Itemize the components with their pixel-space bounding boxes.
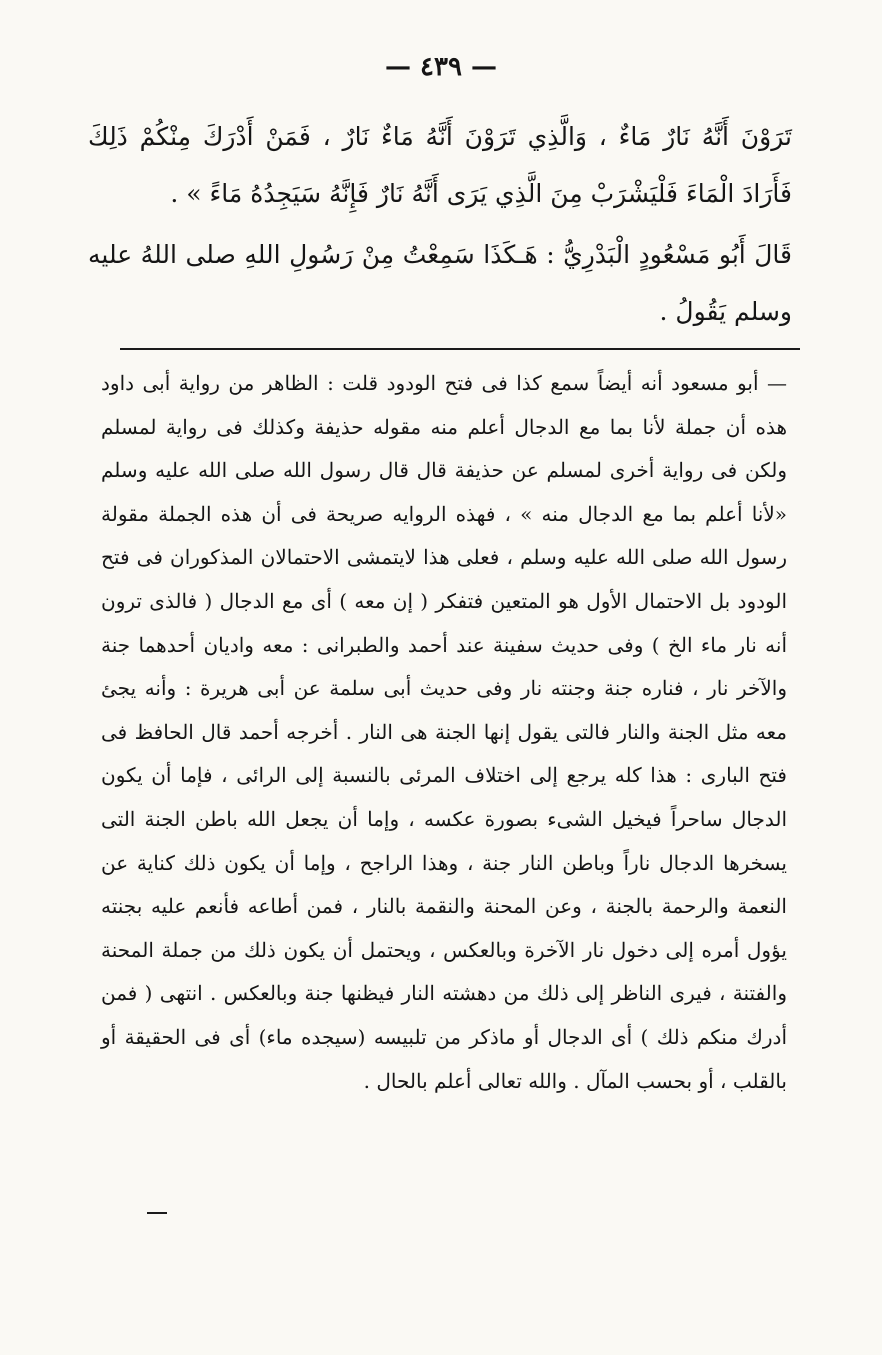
end-dash	[147, 1212, 167, 1214]
hadith-paragraph-1: تَرَوْنَ أَنَّهُ نَارٌ مَاءٌ ، وَالَّذِي تَرَوْنَ أَنَّهُ مَاءٌ نَارٌ ، فَمَنْ أَدْرَكَ مِنْكُمْ ذَلِكَ فَأَرَادَ الْمَاءَ فَلْيَشْرَبْ مِنَ الَّذِي يَرَى أَنَّهُ نَارٌ فَإِنَّهُ سَيَجِدُهُ مَاءً » .	[88, 122, 792, 208]
footnote-separator	[120, 348, 800, 350]
page-number: — ٤٣٩ —	[384, 52, 498, 82]
hadith-text	[88, 108, 792, 340]
hadith-paragraph-2: قَالَ أَبُو مَسْعُودٍ الْبَدْرِيُّ : هَـكَذَا سَمِعْتُ مِنْ رَسُولِ اللهِ صلى اللهُ عليه وسلم يَقُولُ .	[88, 240, 792, 326]
footnote-paragraph: — أبو مسعود أنه أيضاً سمع كذا فى فتح الودود قلت : الظاهر من رواية أبى داود هذه أن جملة لأنا بما مع الدجال أعلم منه مقوله حذيفة وكذلك فى رواية لمسلم ولكن فى رواية أخرى لمسلم عن حذيفة قال قال رسول الله صلى الله عليه وسلم «لأنا أعلم بما مع الدجال منه » ، فهذه الروايه صريحة فى أن هذه الجملة مقولة رسول الله صلى الله عليه وسلم ، فعلى هذا لايتمشى الاحتمالان المذكوران فى فتح الودود بل الاحتمال الأول هو المتعين فتفكر ( إن معه ) أى مع الدجال ( فالذى ترون أنه نار ماء الخ ) وفى حديث سفينة عند أحمد والطبرانى : معه واديان أحدهما جنة والآخر نار ، فناره جنة وجنته نار وفى حديث أبى سلمة عن أبى هريرة : وأنه يجئ معه مثل الجنة والنار فالتى يقول إنها الجنة هى النار . أخرجه أحمد قال الحافظ فى فتح البارى : هذا كله يرجع إلى اختلاف المرئى بالنسبة إلى الرائى ، فإما أن يكون الدجال ساحراً فيخيل الشىء بصورة عكسه ، وإما أن يجعل الله باطن الجنة التى يسخرها الدجال ناراً وباطن النار جنة ، وهذا الراجح ، وإما أن يكون ذلك كناية عن النعمة والرحمة بالجنة ، وعن المحنة والنقمة بالنار ، فمن أطاعه فأنعم عليه بجنته يؤول أمره إلى دخول نار الآخرة وبالعكس ، ويحتمل أن يكون ذلك من جملة المحنة والفتنة ، فيرى الناظر إلى ذلك من دهشته النار فيظنها جنة وبالعكس . انتهى ( فمن أدرك منكم ذلك ) أى الدجال أو ماذكر من تلبيسه (سيجده ماء) أى فى الحقيقة أو بالقلب ، أو بحسب المآل . والله تعالى أعلم بالحال .	[101, 371, 788, 1093]
footnote-commentary	[101, 362, 787, 1103]
